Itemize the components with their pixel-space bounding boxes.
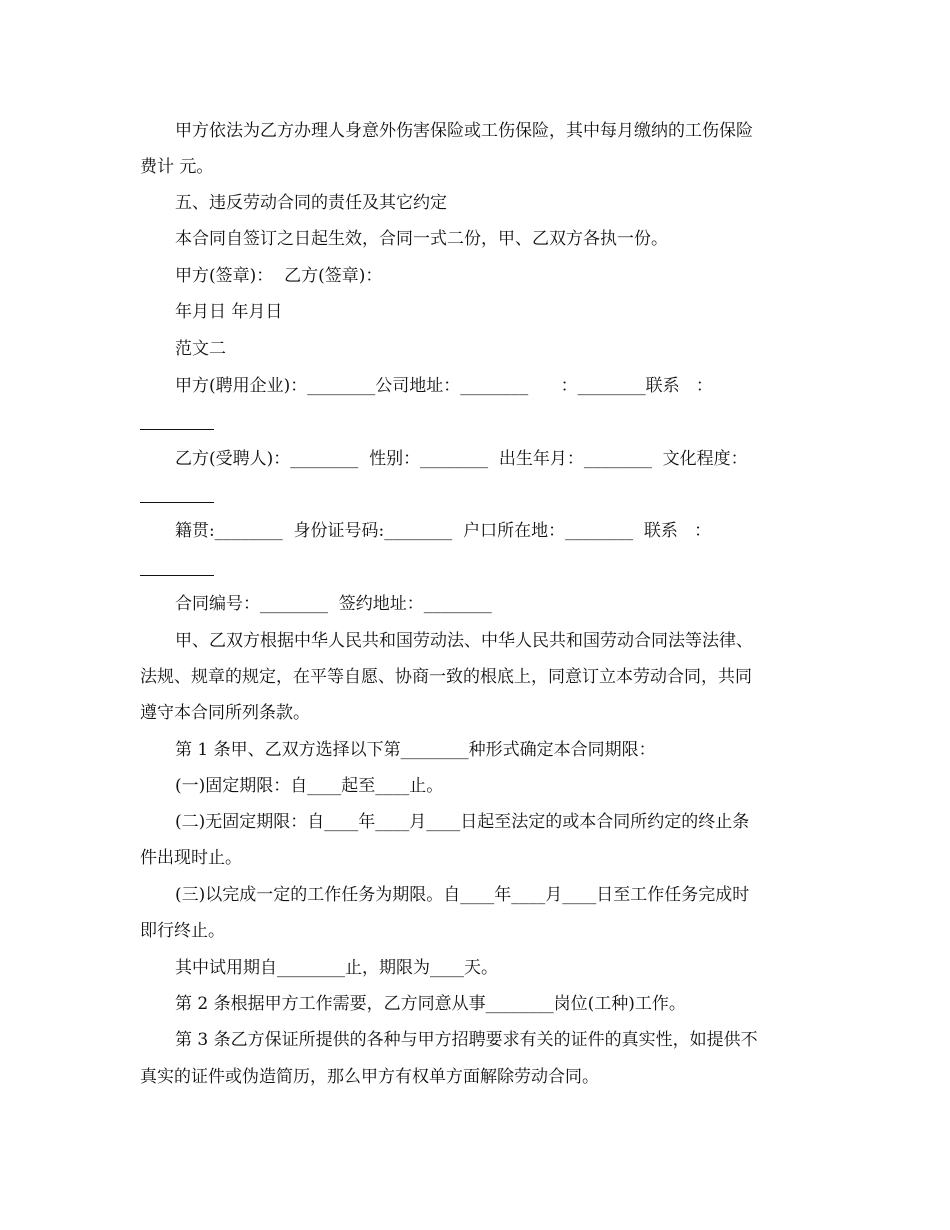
clause-line: (一)固定期限：自____起至____止。 bbox=[175, 776, 444, 796]
party-b-info-line: 乙方(受聘人)：________ 性别：________ 出生年月：________ 文化程度： bbox=[175, 449, 748, 469]
article-3-line: 第 3 条乙方保证所提供的各种与甲方招聘要求有关的证件的真实性，如提供不 bbox=[175, 1030, 758, 1050]
article-1-line: 第 1 条甲、乙双方选择以下第________种形式确定本合同期限： bbox=[175, 740, 656, 760]
party-b-origin-line: 籍贯:________ 身份证号码:________ 户口所在地：________ 联系 ： bbox=[175, 521, 712, 541]
paragraph-line: 甲方依法为乙方办理人身意外伤害保险或工伤保险，其中每月缴纳的工伤保险 bbox=[175, 121, 753, 141]
blank-underline bbox=[140, 502, 214, 503]
party-a-info-line: 甲方(聘用企业)：________公司地址：________ ：________联系 ： bbox=[175, 376, 713, 396]
paragraph-line: 遵守本合同所列条款。 bbox=[140, 703, 310, 723]
clause-line: (二)无固定期限：自____年____月____日起至法定的或本合同所约定的终止条 bbox=[175, 812, 750, 832]
section-heading: 五、违反劳动合同的责任及其它约定 bbox=[175, 193, 447, 213]
paragraph-line: 费计 元。 bbox=[140, 157, 214, 177]
blank-underline bbox=[140, 575, 214, 576]
signature-line: 甲方(签章)： 乙方(签章)： bbox=[175, 266, 383, 286]
paragraph-line: 法规、规章的规定，在平等自愿、协商一致的根底上，同意订立本劳动合同，共同 bbox=[140, 667, 752, 687]
blank-underline bbox=[140, 429, 214, 430]
paragraph-line: 真实的证件或伪造简历，那么甲方有权单方面解除劳动合同。 bbox=[140, 1067, 599, 1087]
paragraph-line: 甲、乙双方根据中华人民共和国劳动法、中华人民共和国劳动合同法等法律、 bbox=[175, 631, 753, 651]
clause-line: 件出现时止。 bbox=[140, 848, 242, 868]
probation-line: 其中试用期自________止，期限为____天。 bbox=[175, 958, 498, 978]
clause-line: (三)以完成一定的工作任务为期限。自____年____月____日至工作任务完成时 bbox=[175, 885, 750, 905]
sample-title: 范文二 bbox=[175, 339, 226, 359]
clause-line: 即行终止。 bbox=[140, 921, 225, 941]
article-2-line: 第 2 条根据甲方工作需要，乙方同意从事________岗位(工种)工作。 bbox=[175, 994, 686, 1014]
contract-number-line: 合同编号：________ 签约地址：________ bbox=[175, 594, 492, 614]
paragraph-line: 本合同自签订之日起生效，合同一式二份，甲、乙双方各执一份。 bbox=[175, 229, 668, 249]
date-line: 年月日 年月日 bbox=[175, 302, 283, 322]
